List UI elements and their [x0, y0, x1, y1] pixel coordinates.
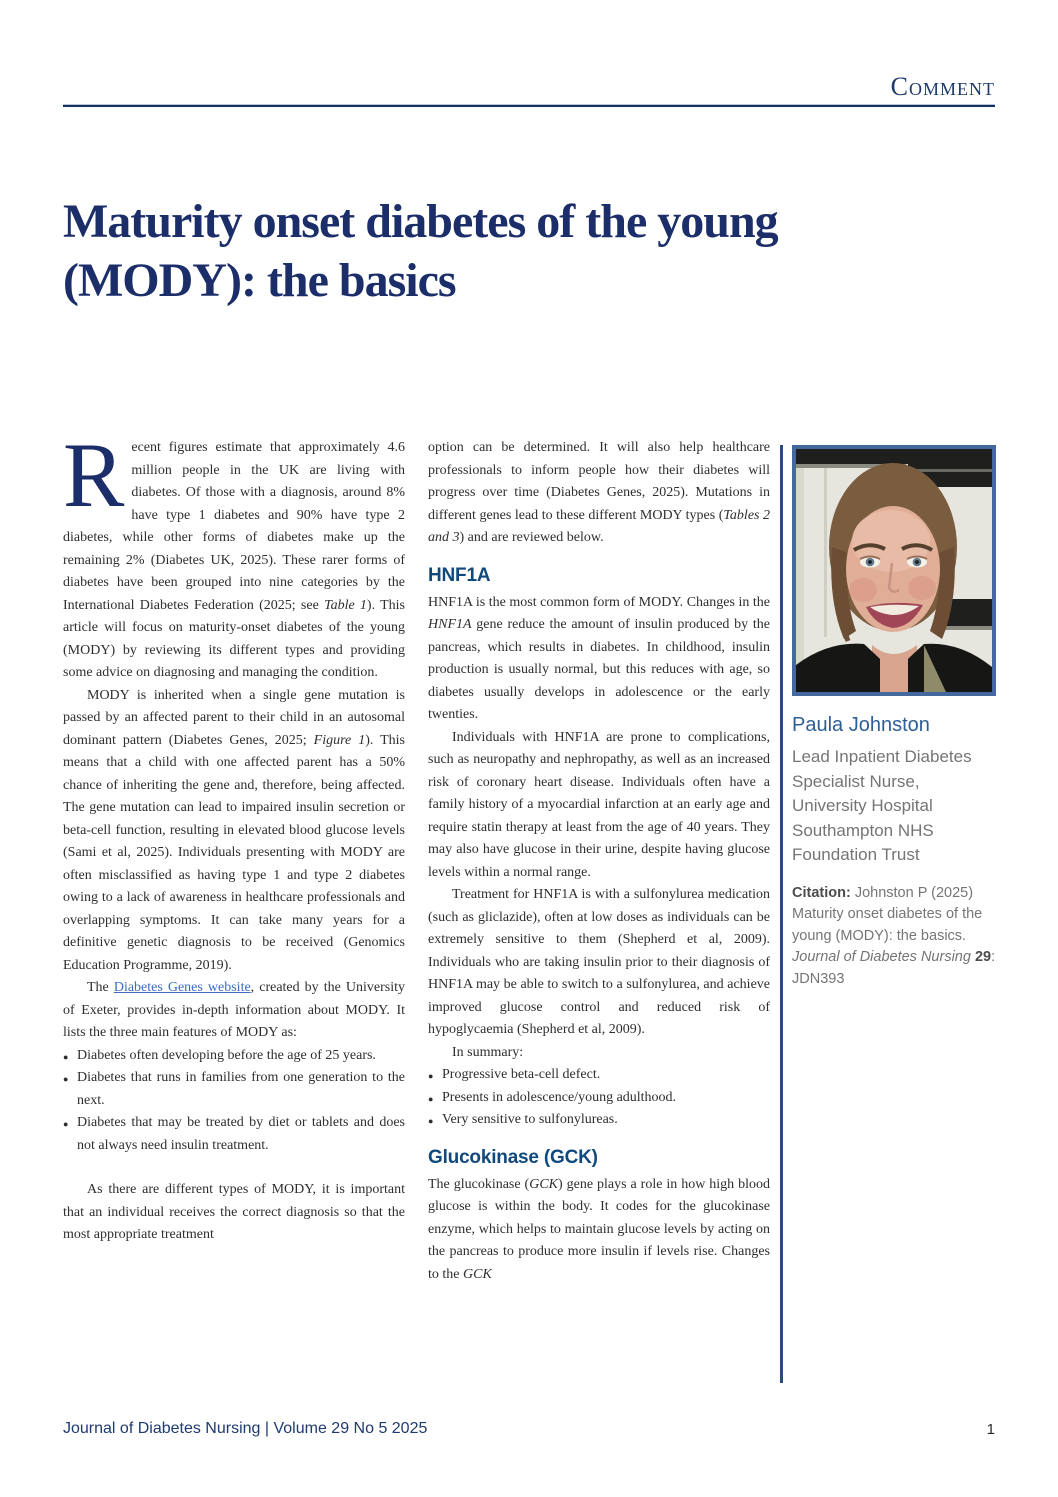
- author-role: Lead Inpatient Diabetes Specialist Nurse, University Hospital Southampton NHS Foundation Trust: [792, 747, 972, 864]
- category-label: Comment: [890, 72, 995, 101]
- section-heading: HNF1A: [428, 564, 491, 586]
- author-sidebar: [792, 445, 996, 990]
- text-run: ) and are reviewed below.: [459, 530, 604, 545]
- italic-text: GCK: [529, 1176, 558, 1192]
- paragraph: [428, 727, 770, 885]
- text-run: The: [87, 980, 114, 995]
- bold-text: Citation:: [792, 884, 855, 901]
- text-run: ecent figures estimate that approximately 4.6 million people in the UK are living with diabetes. Of those with a diagnosis, around 8% have type 1 diabetes and 90% have type 2 diabetes, while other forms of diabetes make up the remaining 2% (Diabetes UK, 2025). These rarer forms of diabetes have been grouped into nine categories by the International Diabetes Federation (2025; see: [63, 440, 405, 613]
- italic-text: Tables 2 and 3: [428, 507, 770, 545]
- text-run: Johnston P (2025) Maturity onset diabetes of the young (MODY): the basics.: [792, 884, 983, 944]
- bullet-item: ● Diabetes that may be treated by diet or tablets and does not always need insulin treatment.: [63, 1112, 405, 1157]
- text-run: Treatment for HNF1A is with a sulfonylurea medication (such as gliclazide), often at low doses as individuals can be extremely sensitive to them (Shepherd et al, 2009). Individuals who are taking insulin prior to their diagnosis of HNF1A may be able to switch to a sulfonylurea, and achieve improved glucose control and reduced risk of hypoglycaemia (Shepherd et al, 2009).: [428, 887, 770, 1037]
- header-rule: [63, 105, 995, 107]
- paragraph: [63, 1179, 405, 1247]
- author-photo: [792, 445, 996, 696]
- bullet-item: ● Presents in adolescence/young adulthood.: [428, 1087, 770, 1110]
- author-name: Paula Johnston: [792, 714, 930, 736]
- author-photo-illustration: [796, 449, 992, 692]
- paragraph: [428, 1174, 770, 1287]
- bullet-item: ● Diabetes often developing before the age of 25 years.: [63, 1045, 405, 1068]
- journal-info: Journal of Diabetes Nursing | Volume 29 No 5 2025: [63, 1420, 428, 1437]
- text-run: Individuals with HNF1A are prone to complications, such as neuropathy and nephropathy, as well as an increased risk of coronary heart disease. Individuals often have a family history of a myocardial infarction at an early age and require statin therapy at least from the age of 40 years. They may also have glucose in their urine, despite having glucose levels within a normal range.: [428, 729, 770, 880]
- paragraph: [428, 1042, 770, 1065]
- text-run: , created by the University of Exeter, provides in-depth information about MODY. It lists the three main features of MODY as:: [63, 980, 405, 1040]
- paragraph: [428, 884, 770, 1042]
- text-run: ) gene plays a role in how high blood glucose is within the body. It codes for the glucokinase enzyme, which helps to maintain glucose levels by acting on the pancreas to produce more insulin if levels rise. Changes to the: [428, 1176, 770, 1282]
- bold-text: 29: [974, 949, 992, 965]
- italic-text: HNF1A: [428, 617, 472, 632]
- bullet-item: ● Progressive beta-cell defect.: [428, 1064, 770, 1087]
- citation: [792, 883, 996, 991]
- bullet-list: [428, 1064, 770, 1132]
- inline-link[interactable]: Diabetes Genes website: [113, 980, 251, 995]
- text-run: option can be determined. It will also help healthcare professionals to inform people how their diabetes will progress over time (Diabetes Genes, 2025). Mutations in different genes lead to these different MODY types (: [428, 440, 770, 523]
- bullet-list: [63, 1045, 405, 1158]
- paragraph: [63, 685, 405, 978]
- text-run: ). This means that a child with one affected parent has a 50% chance of inheriting the gene and, therefore, being affected. The gene mutation can lead to impaired insulin secretion or beta-cell function, resulting in elevated blood glucose levels (Sami et al, 2025). Individuals presenting with MODY are often misclassified as having type 1 and type 2 diabetes owing to a lack of awareness in healthcare professionals and overlapping symptoms. It can take many years for a definitive genetic diagnosis to be received (Genomics Education Programme, 2019).: [63, 732, 405, 973]
- text-run: As there are different types of MODY, it is important that an individual receives the correct diagnosis so that the most appropriate treatment: [63, 1182, 405, 1242]
- section-heading: Glucokinase (GCK): [428, 1146, 598, 1168]
- article-column-2: [428, 437, 770, 1412]
- sidebar-divider: [780, 445, 783, 1383]
- italic-text: GCK: [463, 1266, 492, 1282]
- paragraph: [428, 592, 770, 727]
- text-run: The glucokinase (: [428, 1176, 530, 1192]
- text-run: HNF1A is the most common form of MODY. Changes in the: [428, 594, 770, 610]
- bullet-item: ● Very sensitive to sulfonylureas.: [428, 1109, 770, 1132]
- text-run: ). This article will focus on maturity-onset diabetes of the young (MODY) by reviewing its different types and providing some advice on diagnosing and managing the condition.: [63, 597, 405, 680]
- article-column-1: [63, 437, 405, 1412]
- text-run: MODY is inherited when a single gene mutation is passed by an affected parent to their child in an autosomal dominant pattern (Diabetes Genes, 2025;: [63, 687, 405, 748]
- text-run: In summary:: [452, 1044, 524, 1060]
- paragraph: [63, 437, 405, 685]
- paragraph: [428, 437, 770, 550]
- italic-text: Table 1: [324, 597, 367, 613]
- italic-text: Figure 1: [313, 732, 366, 748]
- drop-cap: R: [63, 437, 125, 526]
- paragraph: [63, 977, 405, 1045]
- bullet-item: ● Diabetes that runs in families from one generation to the next.: [63, 1067, 405, 1112]
- text-run: : JDN393: [792, 949, 996, 987]
- page-number: 1: [986, 1421, 995, 1438]
- text-run: gene reduce the amount of insulin produced by the pancreas, which results in diabetes. In childhood, insulin production is usually normal, but this reduces with age, so diabetes usually develops in adolescence or the early twenties.: [428, 617, 770, 722]
- italic-text: Journal of Diabetes Nursing: [792, 949, 975, 965]
- article-title: Maturity onset diabetes of the young (MODY): the basics: [63, 195, 778, 307]
